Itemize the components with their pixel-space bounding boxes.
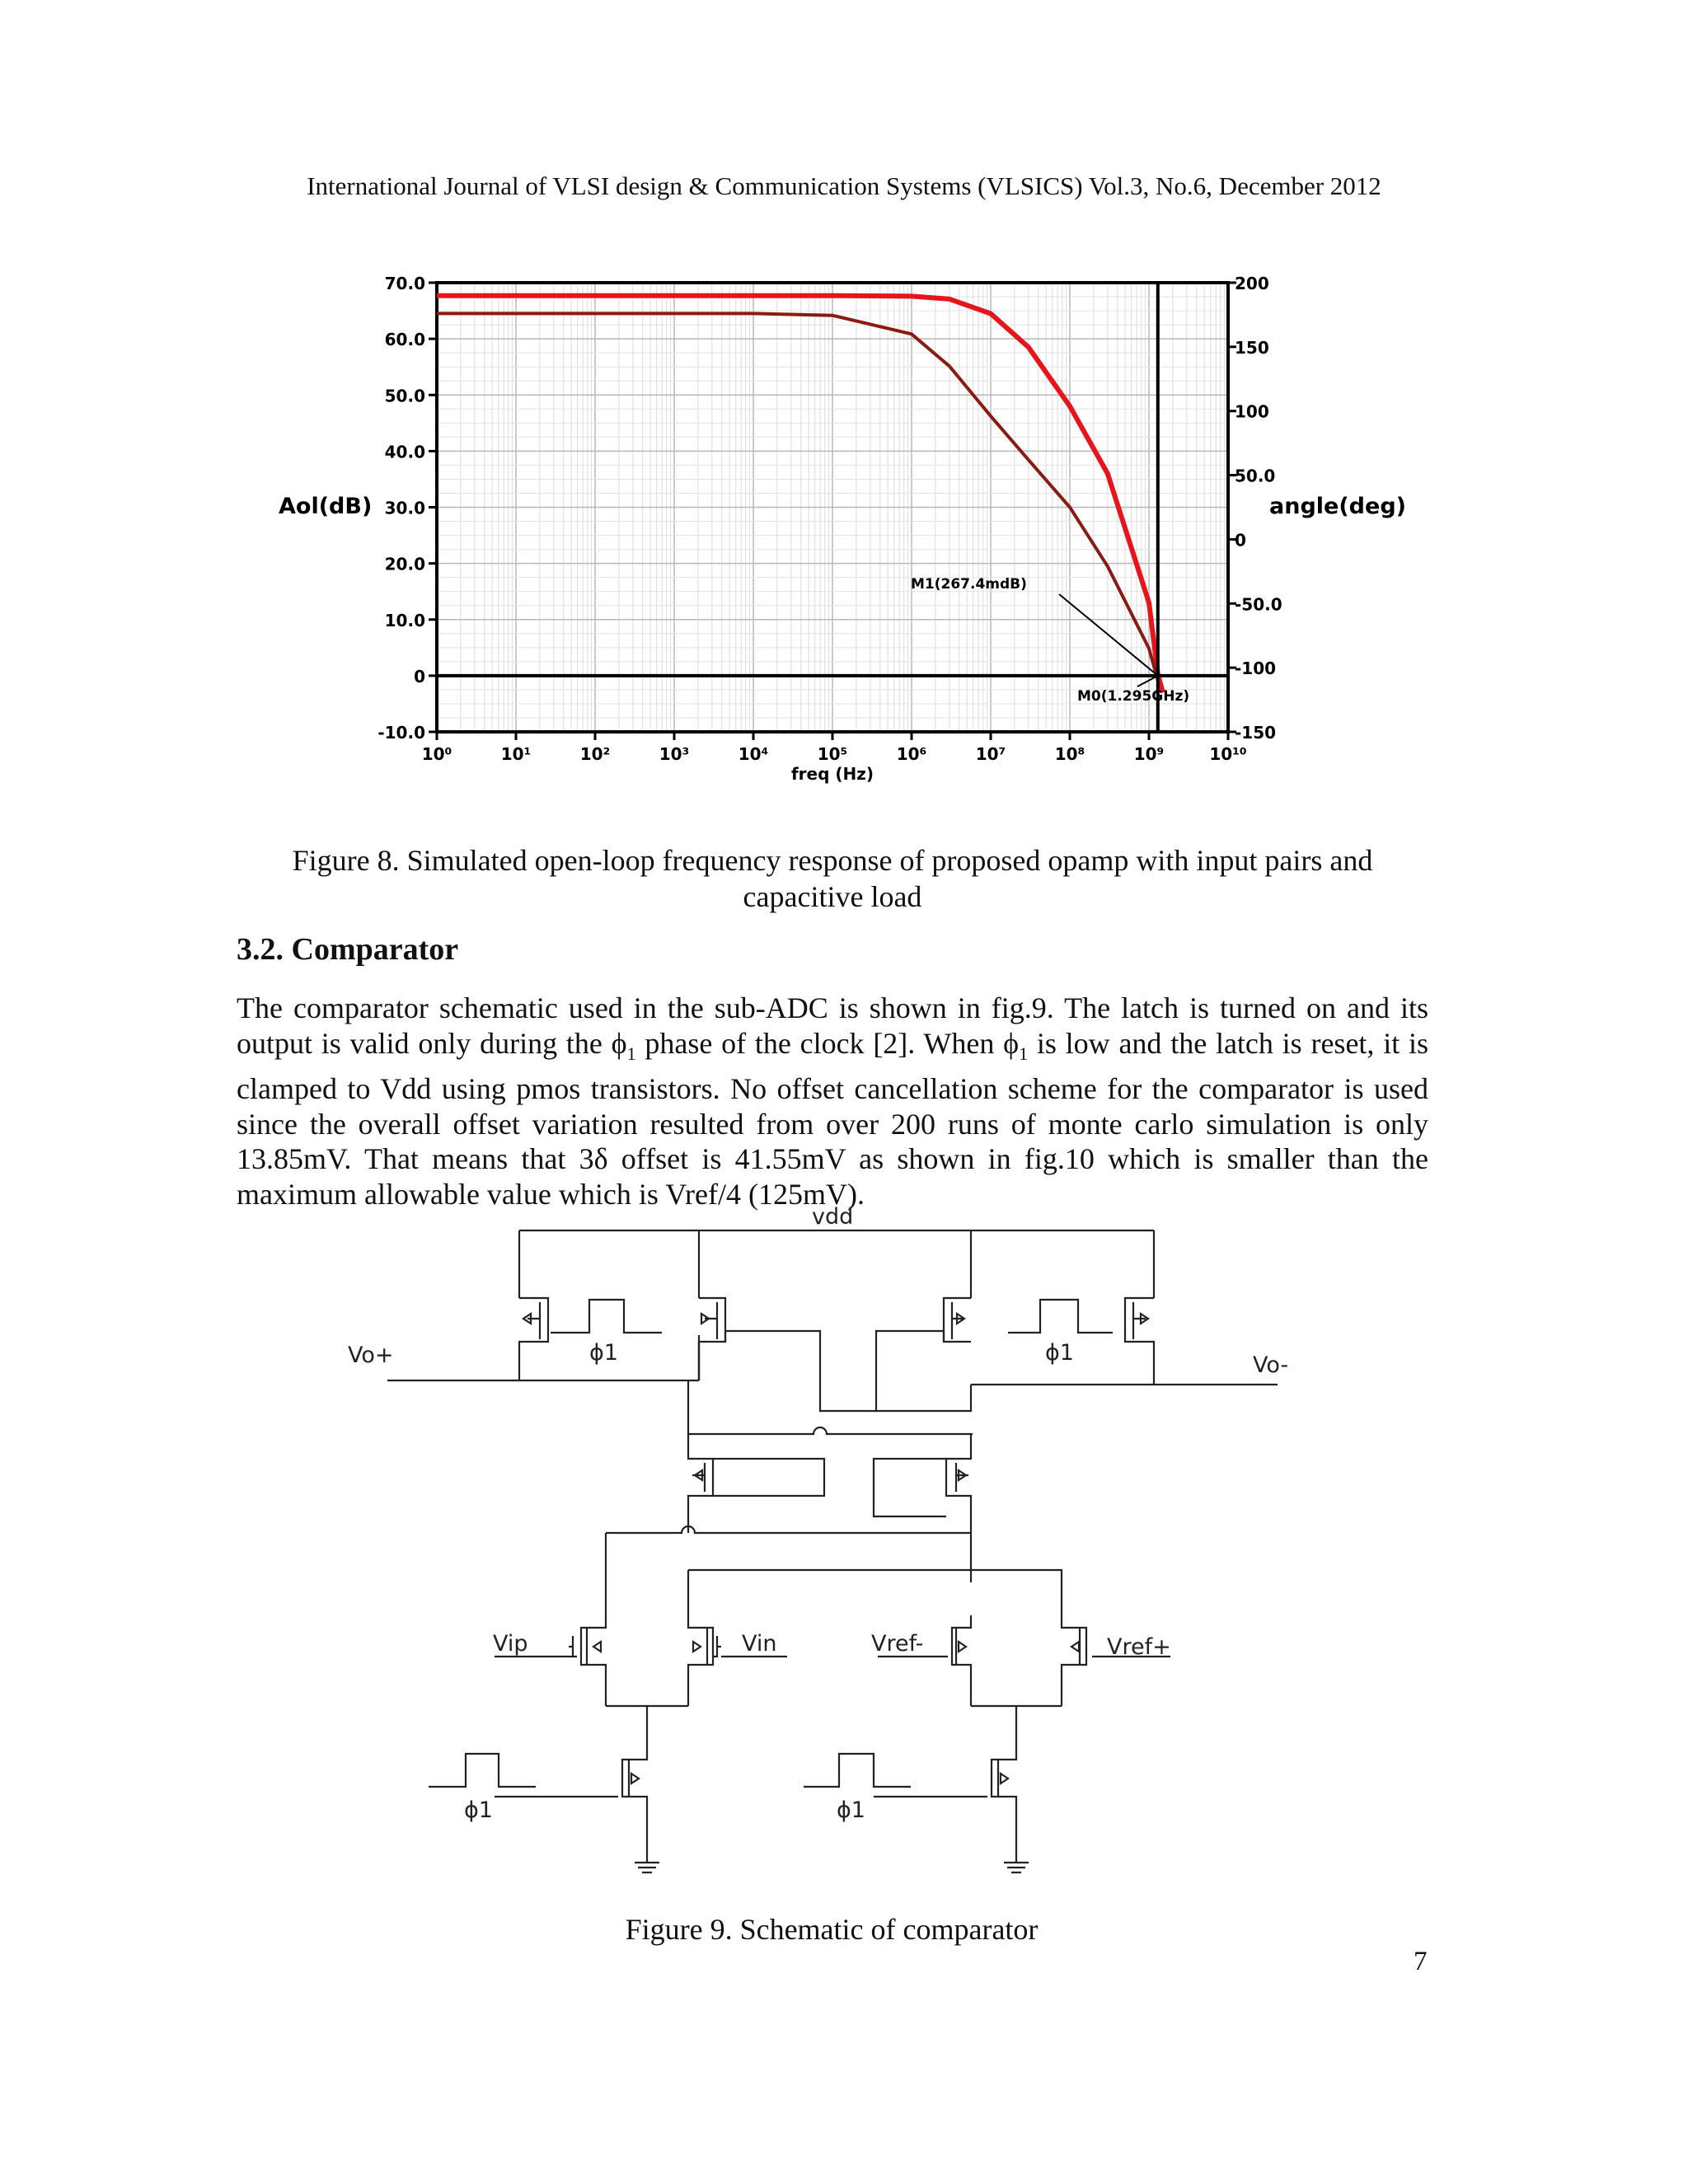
y2-tick-label: -50.0 [1235,594,1282,615]
vref-plus-label: Vref+ [1107,1634,1171,1660]
x-axis-label: freq (Hz) [790,764,874,784]
x-tick-label: 10⁹ [1133,744,1165,764]
x-tick-label: 10² [579,744,611,764]
y2-tick-label: 50.0 [1235,466,1276,486]
y2-axis-label: angle(deg) [1269,494,1406,519]
vo-minus-label: Vo- [1253,1352,1289,1378]
figure-8-caption-line2: capacitive load [743,880,922,913]
figure-8-caption-line1: Figure 8. Simulated open-loop frequency response of proposed opamp with input pairs and [292,844,1373,877]
section-heading: 3.2. Comparator [237,932,459,967]
x-tick-label: 10⁵ [817,744,848,764]
phi1-label: ϕ1 [589,1340,618,1366]
y-tick-label: 30.0 [384,498,425,518]
figure-9-caption: Figure 9. Schematic of comparator [625,1913,1039,1946]
phi-subscript: 1 [626,1043,636,1064]
y-tick-label: 40.0 [384,442,425,462]
vip-label: Vip [493,1631,528,1657]
x-tick-label: 10¹ [500,744,532,764]
x-tick-label: 10⁷ [975,744,1006,764]
marker-m0-label: M0(1.295GHz) [1077,688,1190,705]
y2-tick-label: -100 [1235,658,1277,679]
y-tick-label: 60.0 [384,330,425,350]
x-tick-label: 10⁸ [1054,744,1085,764]
phi1-label: ϕ1 [1045,1340,1074,1366]
phi1-label: ϕ1 [464,1797,493,1823]
running-header: International Journal of VLSI design & Communication Systems (VLSICS) Vol.3, No.6, December 2012 [307,171,1381,200]
y-tick-label: 0 [414,666,425,687]
phi-subscript: 1 [1019,1043,1029,1064]
vref-minus-label: Vref- [871,1631,924,1657]
x-tick-label: 10³ [659,744,690,764]
x-tick-label: 10⁴ [738,744,769,764]
phi-symbol: ϕ [1003,1026,1020,1060]
marker-m1-label: M1(267.4mdB) [911,576,1027,593]
y2-tick-label: -150 [1235,723,1277,743]
y2-tick-label: 100 [1235,401,1269,422]
vin-label: Vin [742,1631,777,1657]
phi1-label: ϕ1 [837,1797,865,1823]
phi-symbol: ϕ [611,1026,627,1060]
x-tick-label: 10¹⁰ [1209,744,1247,764]
vo-plus-label: Vo+ [348,1343,394,1368]
y-tick-label: 20.0 [384,554,425,574]
y2-tick-label: 0 [1235,530,1246,551]
y-axis-label: Aol(dB) [279,494,373,519]
y-tick-label: 70.0 [384,274,425,293]
para-text-1: The comparator schematic used in the sub-ADC is shown in fig.9. The latch is turned on and its output is valid only during the [237,991,1428,1060]
x-tick-label: 10⁰ [421,744,452,764]
vdd-label: vdd [812,1204,854,1230]
y2-tick-label: 200 [1235,274,1269,293]
page-number: 7 [1414,1947,1428,1976]
y2-tick-label: 150 [1235,337,1269,358]
y-tick-label: 50.0 [384,386,425,406]
x-tick-label: 10⁶ [896,744,927,764]
y-tick-label: -10.0 [377,723,425,743]
para-text-3: is low and the latch is reset, it is clamped to Vdd using pmos transistors. No offset cancellation scheme for the comparator is used since the overall offset variation resulted from over 200 runs of monte carlo simulation is only 13.85mV. That means that 3δ offset is 41.55mV as shown in fig.10 which is smaller than the maximum allowable value which is Vref/4 (125mV). [237,1026,1428,1211]
para-text-2: phase of the clock [2]. When [635,1026,1004,1060]
y-tick-label: 10.0 [384,610,425,630]
